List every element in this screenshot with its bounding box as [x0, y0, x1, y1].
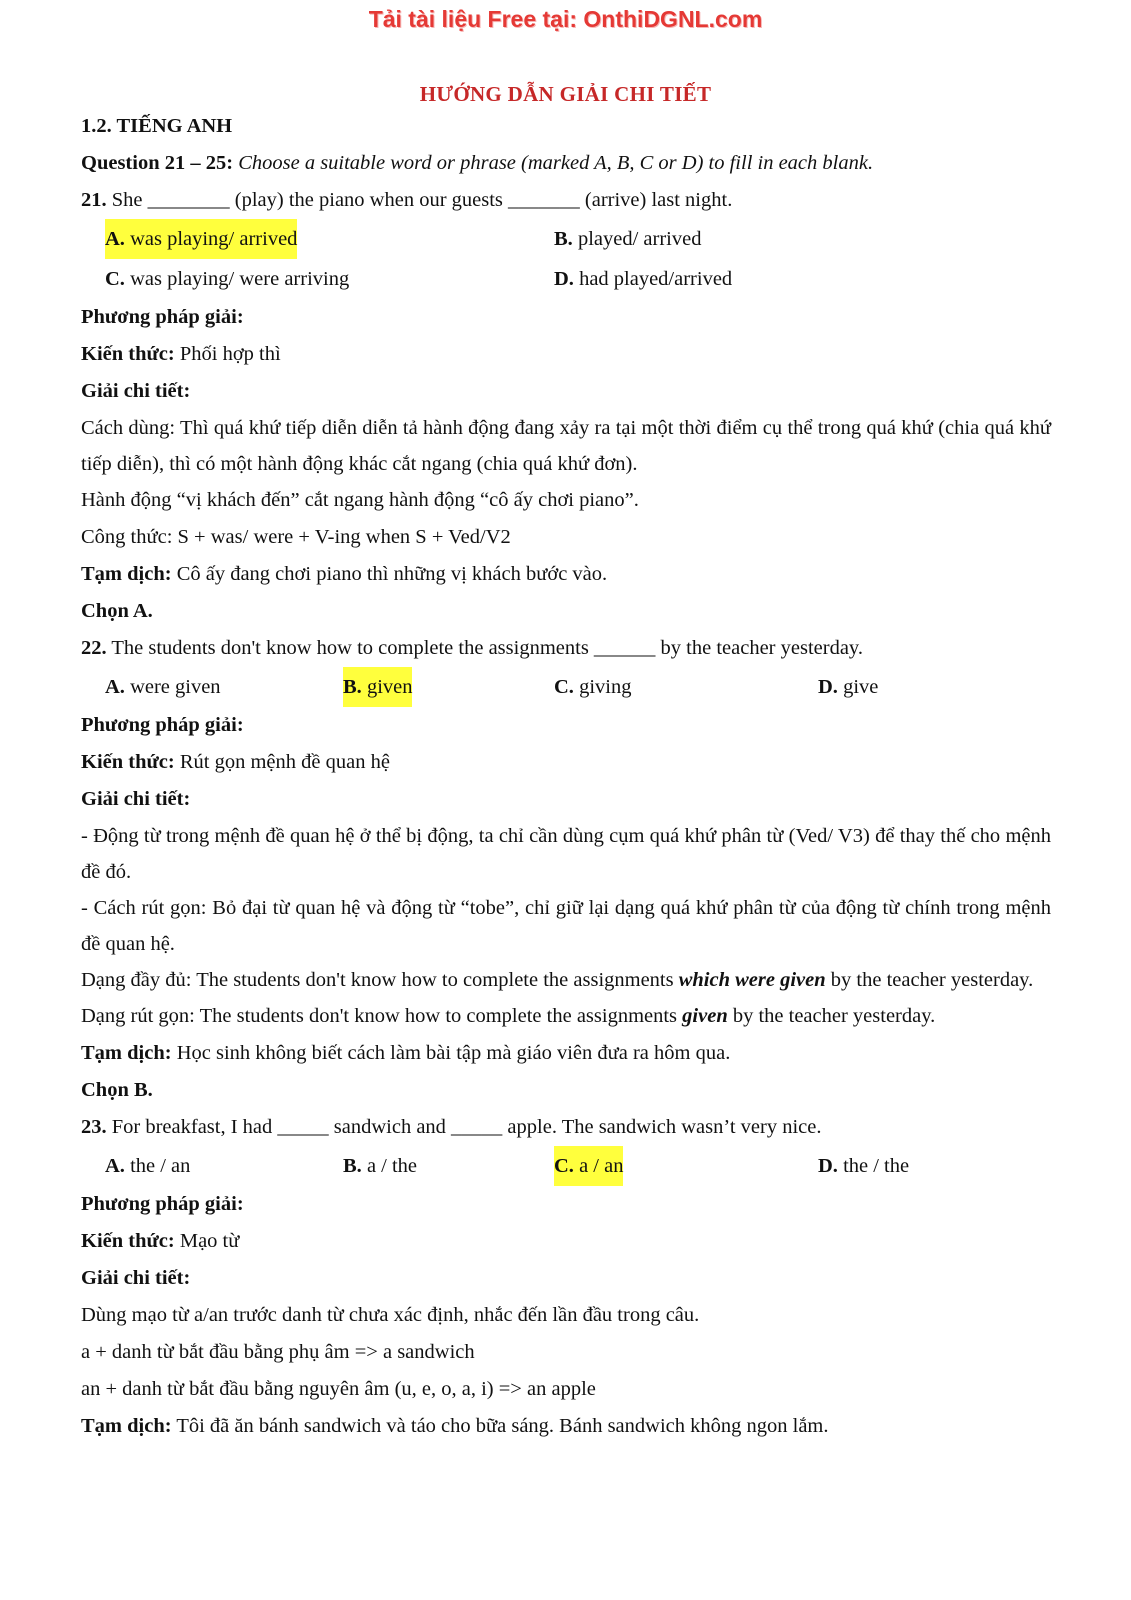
option-text: played/ arrived: [577, 228, 702, 250]
explanation-paragraph: Công thức: S + was/ were + V-ing when S + Ved/V2: [81, 526, 511, 548]
option-text: the / an: [130, 1155, 191, 1177]
option-a: [105, 667, 221, 707]
full-form-pre: Dạng đầy đủ: The students don't know how to complete the assignments: [81, 969, 679, 991]
knowledge-line: [81, 336, 1051, 373]
option-d: [818, 667, 878, 707]
full-form-post: by the teacher yesterday.: [825, 969, 1034, 991]
method-heading: Phương pháp giải:: [81, 714, 244, 736]
question-21-options-row-2: [81, 259, 1051, 299]
option-text: giving: [579, 676, 632, 698]
question-23-options-row: [81, 1146, 1051, 1186]
option-letter: B.: [343, 676, 362, 698]
question-text: The students don't know how to complete the assignments ______ by the teacher yesterday.: [111, 637, 863, 659]
download-banner: Tải tài liệu Free tại: OnthiDGNL.com: [368, 6, 763, 32]
knowledge-line: [81, 1223, 1051, 1260]
method-heading: Phương pháp giải:: [81, 306, 244, 328]
option-letter: B.: [343, 1155, 362, 1177]
document-title: HƯỚNG DẪN GIẢI CHI TIẾT: [419, 82, 712, 106]
short-form-emphasis: given: [682, 1005, 728, 1027]
explanation-paragraph: - Động từ trong mệnh đề quan hệ ở thể bị động, ta chỉ cần dùng cụm quá khứ phân từ (Ved/ V3) để thay thế cho mệnh đề đó.: [81, 825, 1051, 883]
knowledge-label: Kiến thức:: [81, 1230, 175, 1252]
translation-text: Học sinh không biết cách làm bài tập mà giáo viên đưa ra hôm qua.: [176, 1042, 731, 1064]
question-number: 23.: [81, 1116, 107, 1138]
option-letter: B.: [554, 228, 573, 250]
option-text: was playing/ arrived: [130, 228, 298, 250]
document-body: [81, 108, 1051, 1445]
question-text: She ________ (play) the piano when our guests _______ (arrive) last night.: [111, 189, 733, 211]
explanation-paragraph: an + danh từ bắt đầu bằng nguyên âm (u, e, o, a, i) => an apple: [81, 1378, 596, 1400]
question-21-stem: [81, 182, 1051, 219]
section-heading: 1.2. TIẾNG ANH: [81, 115, 233, 137]
option-c: [105, 259, 349, 299]
option-b: [343, 1146, 417, 1186]
option-d: [554, 259, 732, 299]
knowledge-text: Mạo từ: [179, 1230, 240, 1252]
option-letter: A.: [105, 228, 125, 250]
question-22-options-row: [81, 667, 1051, 707]
knowledge-label: Kiến thức:: [81, 751, 175, 773]
translation-text: Tôi đã ăn bánh sandwich và táo cho bữa sáng. Bánh sandwich không ngon lắm.: [176, 1415, 829, 1437]
option-text: were given: [130, 676, 221, 698]
option-text: give: [843, 676, 879, 698]
question-23-stem: [81, 1109, 1051, 1146]
option-letter: C.: [554, 1155, 574, 1177]
instruction: [81, 145, 1051, 182]
option-letter: A.: [105, 676, 125, 698]
knowledge-text: Phối hợp thì: [179, 343, 281, 365]
instruction-text: Choose a suitable word or phrase (marked A, B, C or D) to fill in each blank.: [238, 152, 874, 174]
instruction-label: Question 21 – 25:: [81, 152, 234, 174]
explanation-paragraph: Cách dùng: Thì quá khứ tiếp diễn diễn tả hành động đang xảy ra tại một thời điểm cụ thể trong quá khứ (chia quá khứ tiếp diễn), thì có một hành động khác cắt ngang (chia quá khứ đơn).: [81, 417, 1051, 475]
option-d: [818, 1146, 909, 1186]
question-number: 22.: [81, 637, 107, 659]
option-text: the / the: [843, 1155, 910, 1177]
option-letter: D.: [554, 268, 574, 290]
option-a: [105, 1146, 190, 1186]
detail-heading: Giải chi tiết:: [81, 788, 191, 810]
full-form-emphasis: which were given: [678, 969, 826, 991]
option-text: a / the: [366, 1155, 418, 1177]
translation-line: [81, 1035, 1051, 1072]
detail-heading: Giải chi tiết:: [81, 380, 191, 402]
explanation-paragraph: a + danh từ bắt đầu bằng phụ âm => a sandwich: [81, 1341, 475, 1363]
translation-line: [81, 556, 1051, 593]
option-text: had played/arrived: [579, 268, 733, 290]
knowledge-label: Kiến thức:: [81, 343, 175, 365]
knowledge-text: Rút gọn mệnh đề quan hệ: [179, 751, 390, 773]
full-form-paragraph: [81, 962, 1051, 998]
translation-text: Cô ấy đang chơi piano thì những vị khách bước vào.: [176, 563, 608, 585]
translation-label: Tạm dịch:: [81, 563, 172, 585]
option-text: given: [366, 676, 413, 698]
knowledge-line: [81, 744, 1051, 781]
method-heading: Phương pháp giải:: [81, 1193, 244, 1215]
question-number: 21.: [81, 189, 107, 211]
translation-label: Tạm dịch:: [81, 1415, 172, 1437]
option-letter: D.: [818, 676, 838, 698]
short-form-paragraph: [81, 998, 1051, 1035]
option-text: was playing/ were arriving: [130, 268, 350, 290]
explanation-paragraph: Hành động “vị khách đến” cắt ngang hành động “cô ấy chơi piano”.: [81, 489, 639, 511]
option-c: [554, 667, 631, 707]
explanation-paragraph: Dùng mạo từ a/an trước danh từ chưa xác định, nhắc đến lần đầu trong câu.: [81, 1304, 700, 1326]
option-letter: C.: [105, 268, 125, 290]
option-text: a / an: [579, 1155, 624, 1177]
option-letter: D.: [818, 1155, 838, 1177]
option-a: [105, 219, 297, 259]
answer-line: Chọn A.: [81, 600, 153, 622]
explanation-paragraph: - Cách rút gọn: Bỏ đại từ quan hệ và động từ “tobe”, chỉ giữ lại dạng quá khứ phân từ của động từ chính trong mệnh đề quan hệ.: [81, 897, 1051, 955]
option-letter: C.: [554, 676, 574, 698]
translation-line: [81, 1408, 1051, 1445]
option-b: [343, 667, 412, 707]
option-c: [554, 1146, 623, 1186]
short-form-pre: Dạng rút gọn: The students don't know how to complete the assignments: [81, 1005, 683, 1027]
detail-heading: Giải chi tiết:: [81, 1267, 191, 1289]
question-text: For breakfast, I had _____ sandwich and _____ apple. The sandwich wasn’t very nice.: [111, 1116, 822, 1138]
option-b: [554, 219, 701, 259]
question-22-stem: [81, 630, 1051, 667]
option-letter: A.: [105, 1155, 125, 1177]
short-form-post: by the teacher yesterday.: [727, 1005, 936, 1027]
question-21-options-row-1: [81, 219, 1051, 259]
translation-label: Tạm dịch:: [81, 1042, 172, 1064]
answer-line: Chọn B.: [81, 1079, 153, 1101]
